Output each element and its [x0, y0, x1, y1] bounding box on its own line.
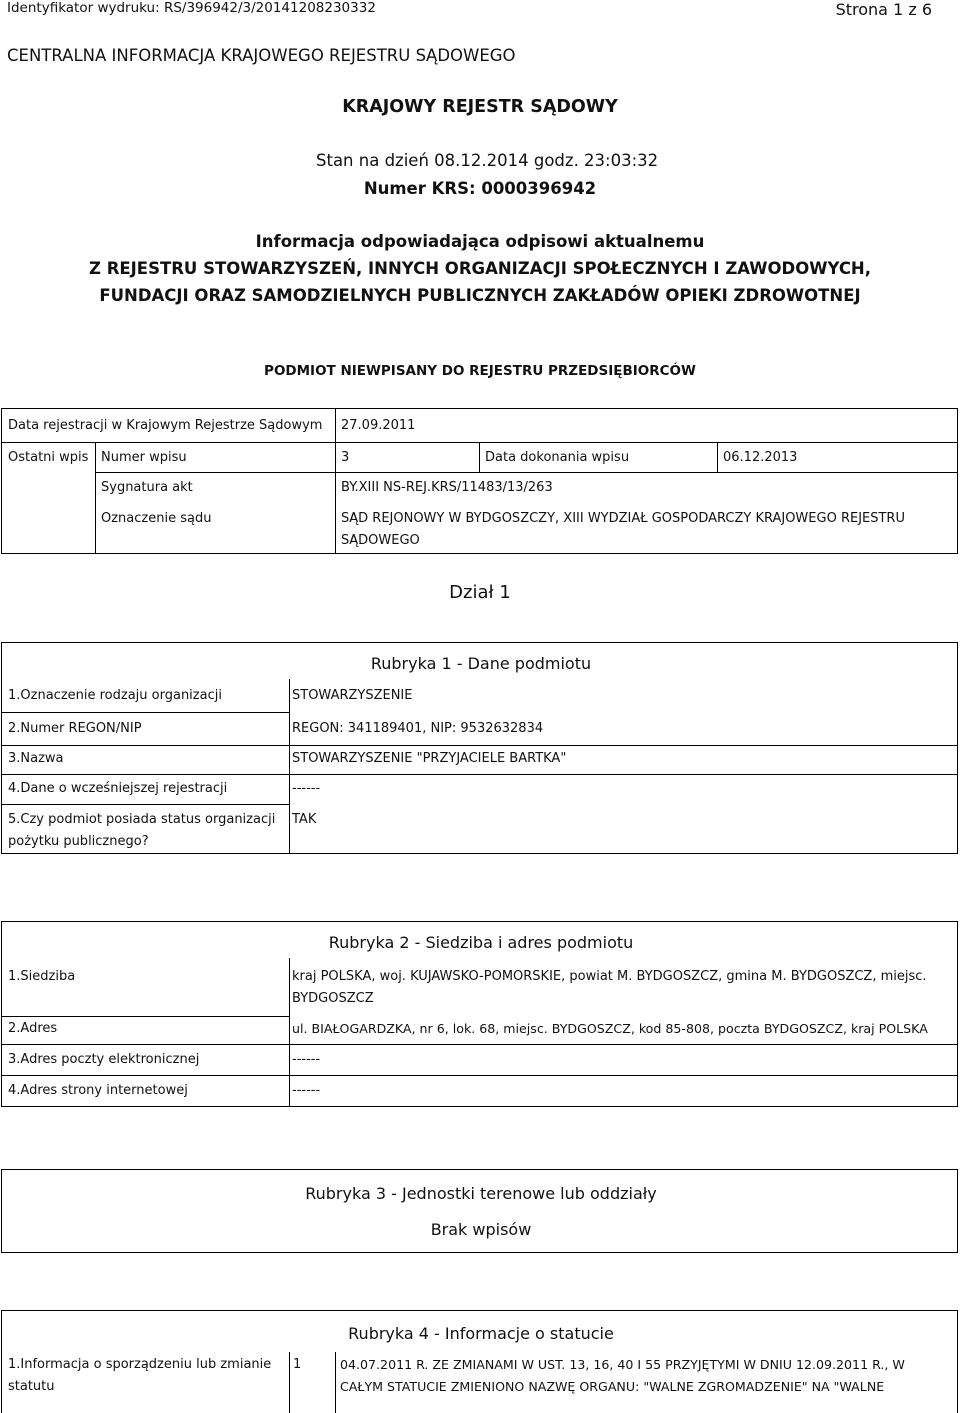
signature-label: Sygnatura akt [101, 480, 193, 495]
rubryka-2-title: Rubryka 2 - Siedziba i adres podmiotu [328, 933, 634, 952]
table-row-value: ------ [292, 1052, 321, 1067]
reg-date-value: 27.09.2011 [341, 418, 416, 433]
court-value-line1: SĄD REJONOWY W BYDGOSZCZY, XIII WYDZIAŁ GOSPODARCZY KRAJOWEGO REJESTRU [341, 511, 905, 526]
table-row-value: STOWARZYSZENIE "PRZYJACIELE BARTKA" [292, 751, 567, 766]
table-row-label: 3.Adres poczty elektronicznej [8, 1052, 200, 1067]
institution-name: CENTRALNA INFORMACJA KRAJOWEGO REJESTRU SĄDOWEGO [7, 46, 516, 65]
registry-title: KRAJOWY REJESTR SĄDOWY [342, 97, 618, 117]
table-row-value: STOWARZYSZENIE [292, 688, 413, 703]
info-line-1: Informacja odpowiadająca odpisowi aktualnemu [255, 232, 705, 251]
rubryka-1-title: Rubryka 1 - Dane podmiotu [370, 654, 592, 673]
table-row-label: 1.Informacja o sporządzeniu lub zmianie [8, 1357, 272, 1372]
table-row-label: 1.Siedziba [8, 969, 76, 984]
table-row-value: CAŁYM STATUCIE ZMIENIONO NAZWĘ ORGANU: "WALNE ZGROMADZENIE" NA "WALNE [340, 1379, 885, 1394]
rubryka-2-table [1, 921, 958, 1107]
entry-date-value: 06.12.2013 [723, 450, 798, 465]
entry-number-label: Numer wpisu [101, 450, 187, 465]
rubryka-3-table [1, 1169, 958, 1253]
krs-number: Numer KRS: 0000396942 [363, 179, 597, 198]
rubryka-4-title: Rubryka 4 - Informacje o statucie [348, 1324, 614, 1343]
table-row-number: 1 [293, 1357, 302, 1372]
table-row-value: ------ [292, 781, 321, 796]
entry-date-label: Data dokonania wpisu [485, 450, 630, 465]
table-row-value: TAK [292, 812, 317, 827]
rubryka-3-title: Rubryka 3 - Jednostki terenowe lub oddziały [305, 1184, 657, 1203]
table-row-label: 3.Nazwa [8, 751, 64, 766]
info-line-2: Z REJESTRU STOWARZYSZEŃ, INNYCH ORGANIZACJI SPOŁECZNYCH I ZAWODOWYCH, [88, 259, 872, 278]
table-row-value: BYDGOSZCZ [292, 991, 374, 1006]
table-row-label: 4.Adres strony internetowej [8, 1083, 188, 1098]
section-title: Dział 1 [449, 582, 511, 603]
rubryka-1-table [1, 642, 958, 854]
table-row-label: 4.Dane o wcześniejszej rejestracji [8, 781, 228, 796]
table-row-value: kraj POLSKA, woj. KUJAWSKO-POMORSKIE, powiat M. BYDGOSZCZ, gmina M. BYDGOSZCZ, miejsc. [292, 969, 927, 984]
table-row-label: statutu [8, 1379, 55, 1394]
table-row-value: 04.07.2011 R. ZE ZMIANAMI W UST. 13, 16, 40 I 55 PRZYJĘTYMI W DNIU 12.09.2011 R., W [340, 1357, 905, 1372]
last-entry-label: Ostatni wpis [8, 450, 89, 465]
table-row-value: REGON: 341189401, NIP: 9532632834 [292, 721, 544, 736]
table-row-label: 2.Adres [8, 1021, 58, 1036]
table-row-value: ------ [292, 1083, 321, 1098]
court-value-line2: SĄDOWEGO [341, 533, 420, 548]
table-row-label: 1.Oznaczenie rodzaju organizacji [8, 688, 222, 703]
entity-note: PODMIOT NIEWPISANY DO REJESTRU PRZEDSIĘBIORCÓW [264, 363, 696, 379]
info-line-3: FUNDACJI ORAZ SAMODZIELNYCH PUBLICZNYCH ZAKŁADÓW OPIEKI ZDROWOTNEJ [99, 286, 861, 305]
entry-number-value: 3 [341, 450, 350, 465]
table-row-label: 5.Czy podmiot posiada status organizacji [8, 812, 276, 827]
reg-date-label: Data rejestracji w Krajowym Rejestrze Sądowym [8, 418, 323, 433]
table-row-label: 2.Numer REGON/NIP [8, 721, 142, 736]
state-date: Stan na dzień 08.12.2014 godz. 23:03:32 [316, 151, 659, 170]
table-row-value: ul. BIAŁOGARDZKA, nr 6, lok. 68, miejsc. BYDGOSZCZ, kod 85-808, poczta BYDGOSZCZ, kraj POLSKA [292, 1021, 928, 1036]
empty-entries: Brak wpisów [430, 1220, 532, 1239]
page-indicator: Strona 1 z 6 [835, 0, 932, 19]
rubryka-4-table [1, 1310, 958, 1413]
signature-value: BY.XIII NS-REJ.KRS/11483/13/263 [341, 480, 553, 495]
registration-table [1, 408, 958, 554]
table-row-label: pożytku publicznego? [8, 834, 149, 849]
print-identifier: Identyfikator wydruku: RS/396942/3/20141208230332 [7, 0, 376, 16]
court-label: Oznaczenie sądu [101, 511, 212, 526]
